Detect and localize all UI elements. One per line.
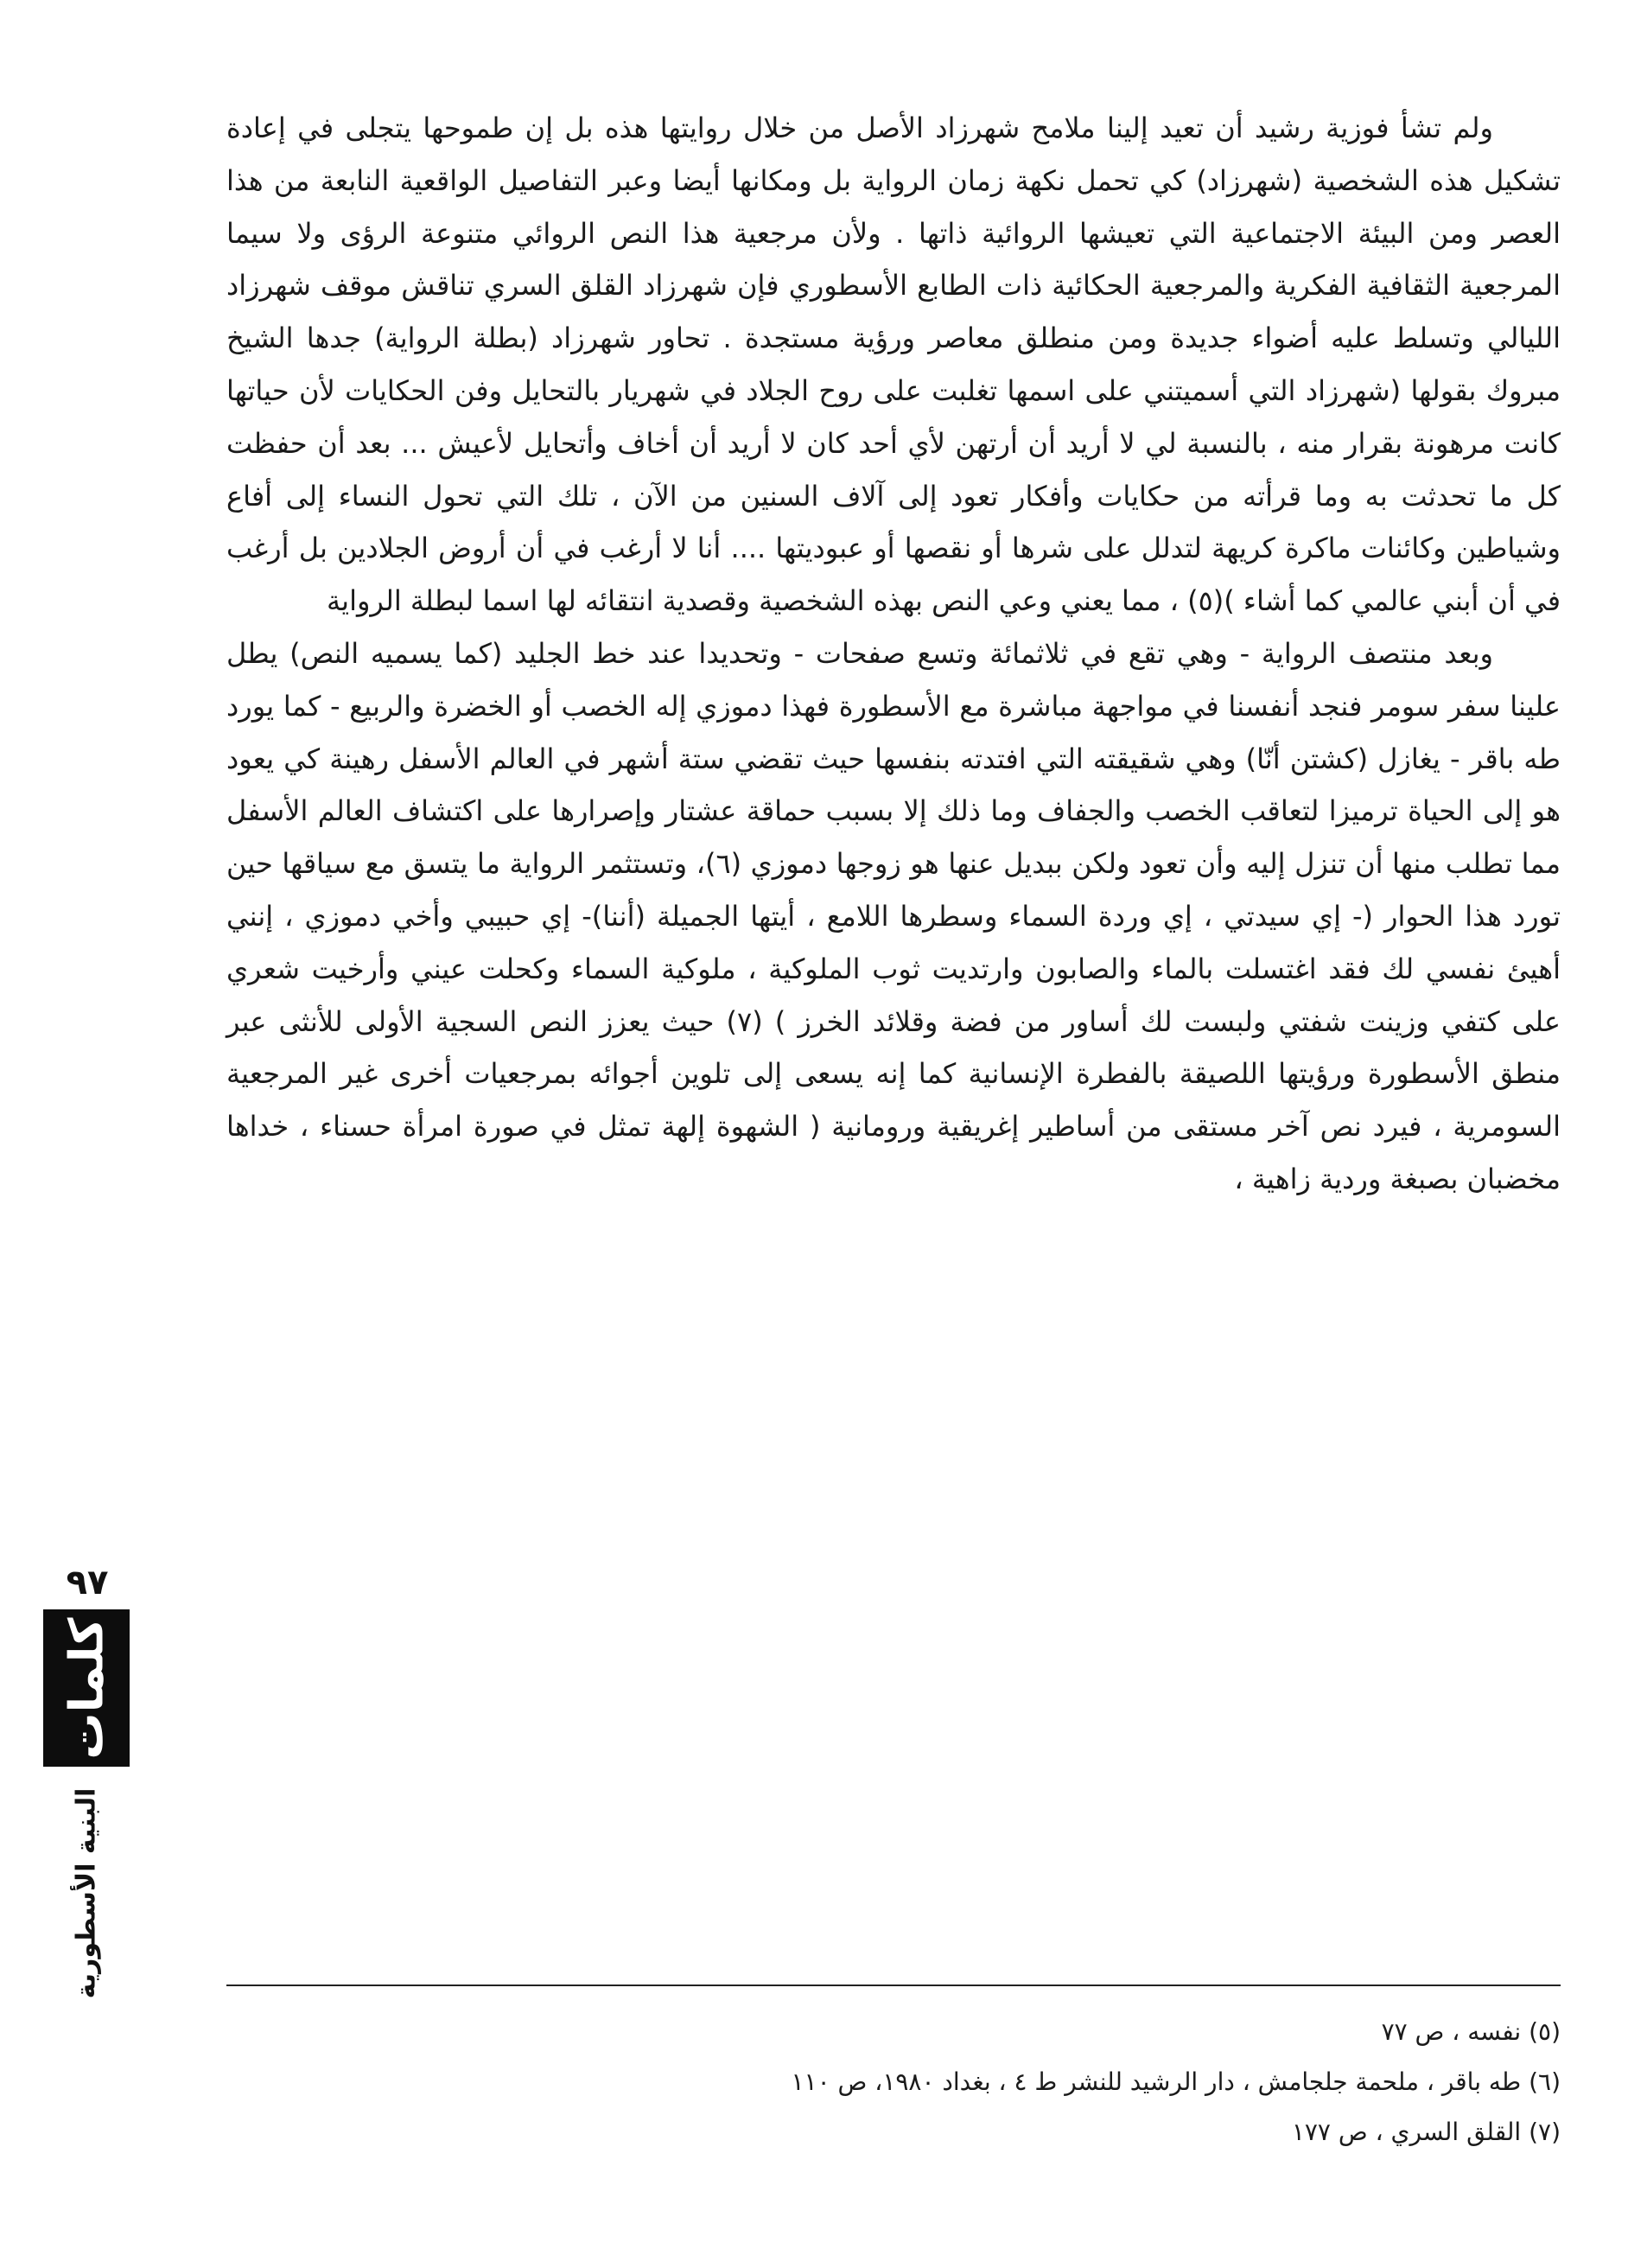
section-title: البنية الأسطورية [71,1787,102,1998]
page-number: ٩٧ [66,1563,109,1602]
main-text [226,102,1561,1206]
footnote-5: (٥) نفسه ، ص ٧٧ [1381,2017,1561,2046]
footnote-divider [226,1984,1561,1986]
paragraph-1: ولم تشأ فوزية رشيد أن تعيد إلينا ملامح شهرزاد الأصل من خلال روايتها هذه بل إن طموحها يتجلى في إعادة تشكيل هذه الشخصية (شهرزاد) كي تحمل نكهة زمان الرواية بل ومكانها أيضا وعبر التفاصيل الواقعية النابعة من هذا العصر ومن البيئة الاجتماعية التي تعيشها الروائية ذاتها . ولأن مرجعية هذا النص الروائي متنوعة الرؤى ولا سيما المرجعية الثقافية الفكرية والمرجعية الحكائية ذات الطابع الأسطوري فإن شهرزاد القلق السري تناقش موقف شهرزاد الليالي وتسلط عليه أضواء جديدة ومن منطلق معاصر ورؤية مستجدة . تحاور شهرزاد (بطلة الرواية) جدها الشيخ مبروك بقولها (شهرزاد التي أسميتني على اسمها تغلبت على روح الجلاد في شهريار بالتحايل وفن الحكايات لأن حياتها كانت مرهونة بقرار منه ، بالنسبة لي لا أريد أن أرتهن لأي أحد كان لا أريد أن أخاف وأتحايل لأعيش ... بعد أن حفظت كل ما تحدثت به وما قرأته من حكايات وأفكار تعود إلى آلاف السنين من الآن ، تلك التي تحول النساء إلى أفاع وشياطين وكائنات ماكرة كريهة لتدلل على شرها أو نقصها أو عبوديتها .... أنا لا أرغب في أن أروض الجلادين بل أرغب في أن أبني عالمي كما أشاء )(٥) ، مما يعني وعي النص بهذه الشخصية وقصدية انتقائه لها اسما لبطلة الرواية [226,111,1561,618]
footnotes [226,2007,1561,2157]
magazine-logo-tab [43,1609,130,1767]
footnote-6: (٦) طه باقر ، ملحمة جلجامش ، دار الرشيد للنشر ط ٤ ، بغداد ١٩٨٠، ص ١١٠ [791,2067,1561,2096]
section-caption [43,1787,130,1998]
paragraph-2: وبعد منتصف الرواية - وهي تقع في ثلاثمائة وتسع صفحات - وتحديدا عند خط الجليد (كما يسميه النص) يطل علينا سفر سومر فنجد أنفسنا في مواجهة مباشرة مع الأسطورة فهذا دموزي إله الخصب أو الخضرة والربيع - كما يورد طه باقر - يغازل (كشتن أنّا) وهي شقيقته التي افتدته بنفسها حيث تقضي ستة أشهر في العالم الأسفل رهينة كي يعود هو إلى الحياة ترميزا لتعاقب الخصب والجفاف وما ذلك إلا بسبب حماقة عشتار وإصرارها على اكتشاف العالم الأسفل مما تطلب منها أن تنزل إليه وأن تعود ولكن ببديل عنها هو زوجها دموزي (٦)، وتستثمر الرواية ما يتسق مع سياقها حين تورد هذا الحوار (- إي سيدتي ، إي وردة السماء وسطرها اللامع ، أيتها الجميلة (أننا)- إي حبيبي وأخي دموزي ، إنني أهيئ نفسي لك فقد اغتسلت بالماء والصابون وارتديت ثوب الملوكية ، ملوكية السماء وكحلت عيني وأرخيت شعري على كتفي وزينت شفتي ولبست لك أساور من فضة وقلائد الخرز ) (٧) حيث يعزز النص السجية الأولى للأنثى عبر منطق الأسطورة ورؤيتها اللصيقة بالفطرة الإنسانية كما إنه يسعى إلى تلوين أجوائه بمرجعيات أخرى غير المرجعية السومرية ، فيرد نص آخر مستقى من أساطير إغريقية ورومانية ( الشهوة إلهة تمثل في صورة امرأة حسناء ، خداها مخضبان بصبغة وردية زاهية ، [226,636,1561,1195]
magazine-logo: كلمات [59,1616,114,1760]
footnote-7: (٧) القلق السري ، ص ١٧٧ [1291,2118,1561,2146]
